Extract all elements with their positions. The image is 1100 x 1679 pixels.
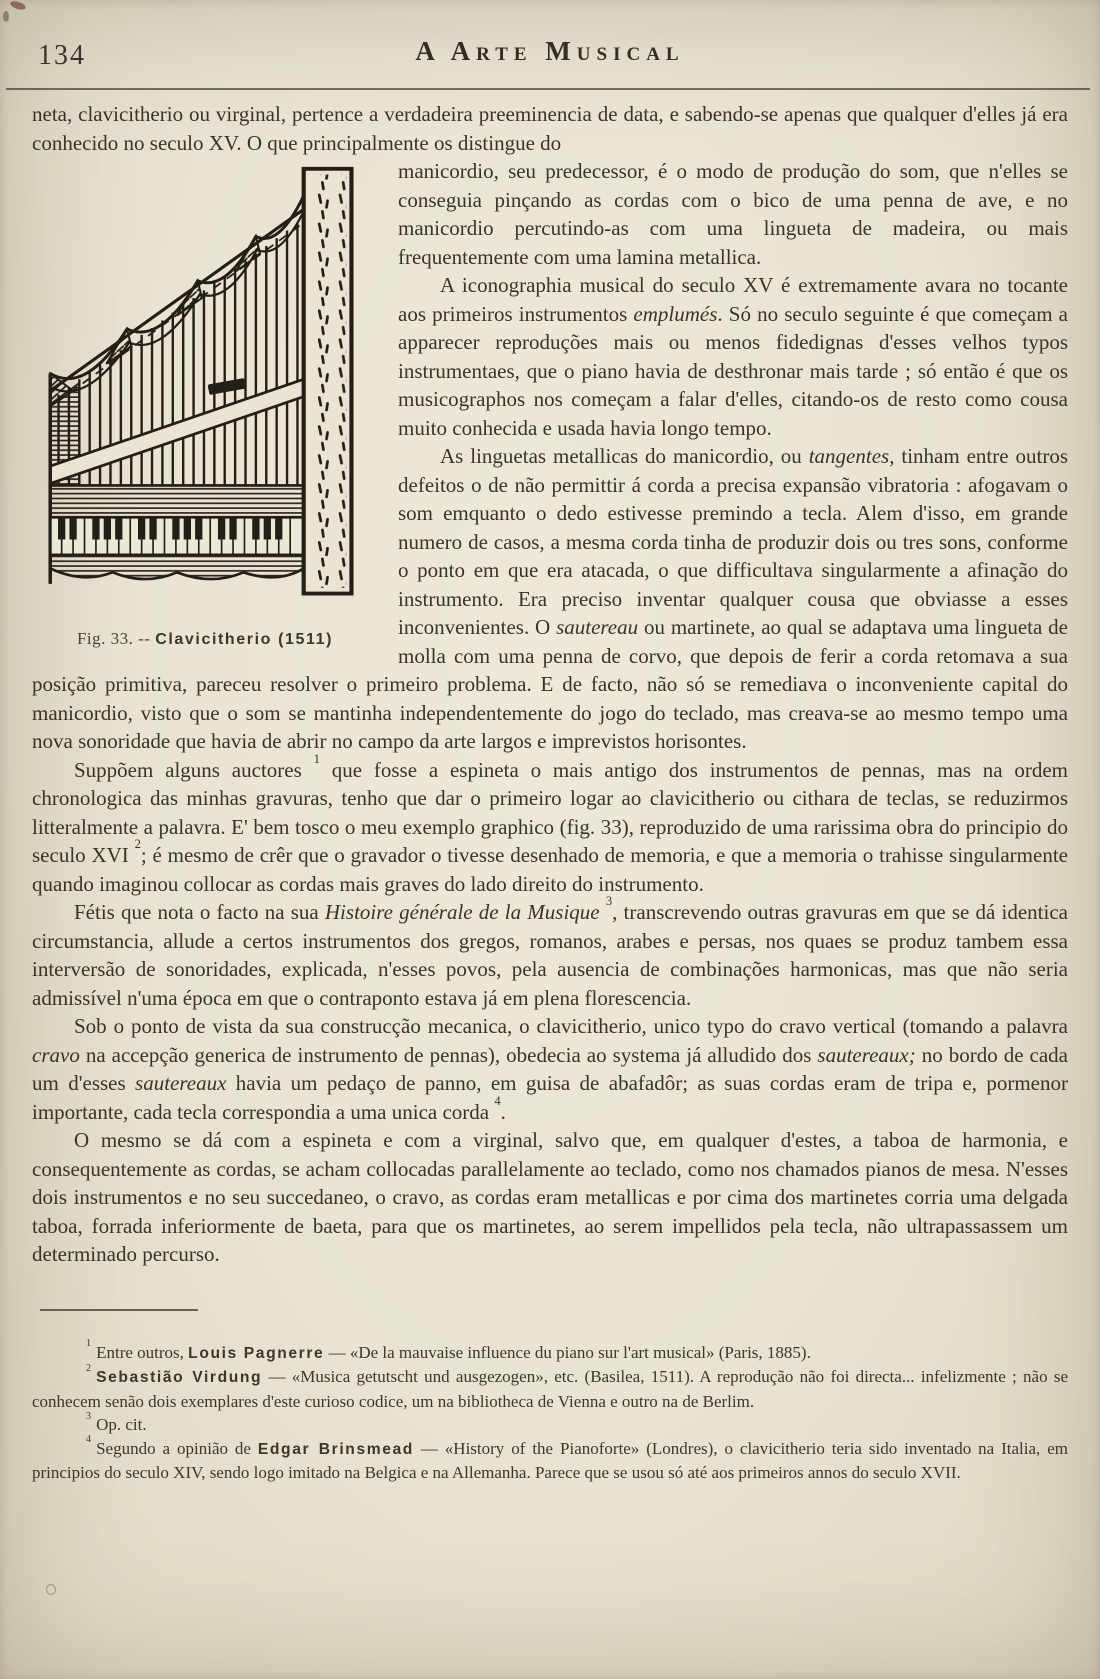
- page-title: A Arte Musical: [415, 36, 685, 66]
- figure-caption: Fig. 33. -- Clavicitherio (1511): [76, 629, 334, 648]
- footnote-marker: 2: [86, 1362, 92, 1374]
- page-number: 134: [38, 40, 86, 71]
- footnote: [32, 1362, 1068, 1413]
- clavicytherium-woodcut: [44, 163, 366, 609]
- paragraph: neta, clavicitherio ou virginal, pertence a verdadeira preeminencia de data, e sabendo-se apenas que qualquer d'elles já era conhecido no seculo XV. O que principalmente os distingue do: [32, 102, 1068, 155]
- paragraph: O mesmo se dá com a espineta e com a virginal, salvo que, em qualquer d'estes, a taboa de harmonia, e consequentemente as cordas, se acham collocadas parallelamente ao teclado, como nos chamados pianos de mesa. N'esses dois instrumentos e no seu succedaneo, o cravo, as cordas eram metallicas e por cima dos martinetes corria uma delgada taboa, forrada inferiormente de baeta, para que os martinetes, ao serem impellidos pela tecla, não ultrapassassem um determinado percurso.: [32, 1128, 1068, 1266]
- scan-artifact: [46, 1584, 56, 1595]
- footnote: [32, 1338, 1068, 1366]
- paragraph: As linguetas metallicas do manicordio, ou tangentes, tinham entre outros defeitos o de não permittir á corda a precisa expansão vibratoria : afogavam o som emquanto o dedo estivesse premindo a tecla. Alem d'isso, em grande numero de casos, a mesma corda tinha de produzir dois ou tres sons, conforme o ponto em que era atacada, o que difficultava singularmente a afinação do instrumento. Era preciso inventar qualquer cousa que obviasse a esses inconvenientes. O sautereau ou martinete, ao qual se adaptava uma lingueta de molla com uma penna de corvo, que depois de ferir a corda retomava a sua posição primitiva, pareceu resolver o primeiro problema. E de facto, não só se remediava o inconveniente capital do manicordio, visto que o som se mantinha independentemente do jogo do teclado, mas creava-se ao mesmo tempo uma nova sonoridade que havia de abrir no campo da arte largos e imprevistos horisontes.: [32, 444, 1068, 753]
- footnote-text: Entre outros, Louis Pagnerre — «De la mauvaise influence du piano sur l'art musical» (Paris, 1885).: [96, 1342, 811, 1362]
- footnote-marker: 3: [86, 1410, 92, 1422]
- footnote-text: Op. cit.: [96, 1415, 147, 1434]
- page-body: [0, 100, 1100, 1485]
- paragraph: Suppõem alguns auctores $^1$ que fosse a espineta o mais antigo dos instrumentos de pennas, mas na ordem chronologica das minhas gravuras, tenho que dar o primeiro logar ao clavicitherio ou cithara de teclas, se reduzirmos litteralmente a palavra. E' bem tosco o meu exemplo graphico (fig. 33), reproduzido de uma rarissima obra do principio do seculo XVI $^2$; é mesmo de crêr que o gravador o tivesse desenhado de memoria, e que a memoria o trahisse singularmente quando imaginou collocar as cordas mais graves do lado direito do instrumento.: [32, 751, 1069, 896]
- footnote: [32, 1410, 1068, 1437]
- paragraph: Sob o ponto de vista da sua construcção mecanica, o clavicitherio, unico typo do cravo vertical (tomando a palavra cravo na accepção generica de instrumento de pennas), obedecia ao systema já alludido dos sautereaux; no bordo de cada um d'esses sautereaux havia um pedaço de panno, em guisa de abafadôr; as suas cordas eram de tripa e, pormenor importante, cada tecla correspondia a uma unica corda $^4$.: [32, 1014, 1069, 1124]
- footnote-marker: 4: [86, 1434, 92, 1446]
- footnote-text: Sebastião Virdung — «Musica getutscht und ausgezogen», etc. (Basilea, 1511). A reprodução não foi directa... infelizmente ; não se conhecem senão dois exemplares d'este curioso codice, um na bibliotheca de Vienna e outro na de Berlim.: [32, 1367, 1068, 1411]
- header-rule: [6, 88, 1090, 90]
- footnote: [32, 1434, 1068, 1485]
- page-header: [0, 0, 1100, 100]
- footnote-marker: 1: [86, 1338, 92, 1350]
- paragraph: manicordio, seu predecessor, é o modo de produção do som, que n'elles se conseguia pinçando as cordas com o bico de uma penna de ave, e no manicordio percutindo-as com uma lingueta de madeira, ou mais frequentemente com uma lamina metallica.: [398, 159, 1068, 269]
- figure: [32, 163, 378, 655]
- footnotes: [32, 1338, 1068, 1485]
- paragraph: Fétis que nota o facto na sua Histoire générale de la Musique $^3$, transcrevendo outras gravuras em que se dá identica circumstancia, allude a certos instrumentos dos gregos, romanos, arabes e persas, nos quaes se produz tambem essa interversão de sonoridades, explicada, n'esses povos, pela ausencia de combinações harmonicas, mas que não seria admissível n'uma época em que o contraponto estava já em plena florescencia.: [32, 894, 1068, 1010]
- paragraph: A iconographia musical do seculo XV é extremamente avara no tocante aos primeiros instrumentos emplumés. Só no seculo seguinte é que começam a apparecer reproduções mais ou menos fidedignas d'esses velhos typos instrumentaes, que o piano havia de desthronar mais tarde ; só então é que os musicographos nos começam a falar d'elles, citando-os de resto como cousa muito conhecida e usada havia longo tempo.: [398, 273, 1068, 440]
- footnote-divider: [40, 1309, 198, 1311]
- footnote-text: Segundo a opinião de Edgar Brinsmead — «History of the Pianoforte» (Londres), o clavicitherio teria sido inventado na Italia, em principios do seculo XIV, sendo logo imitado na Belgica e na Allemanha. Parece que se usou só até aos primeiros annos do seculo XVII.: [32, 1438, 1068, 1482]
